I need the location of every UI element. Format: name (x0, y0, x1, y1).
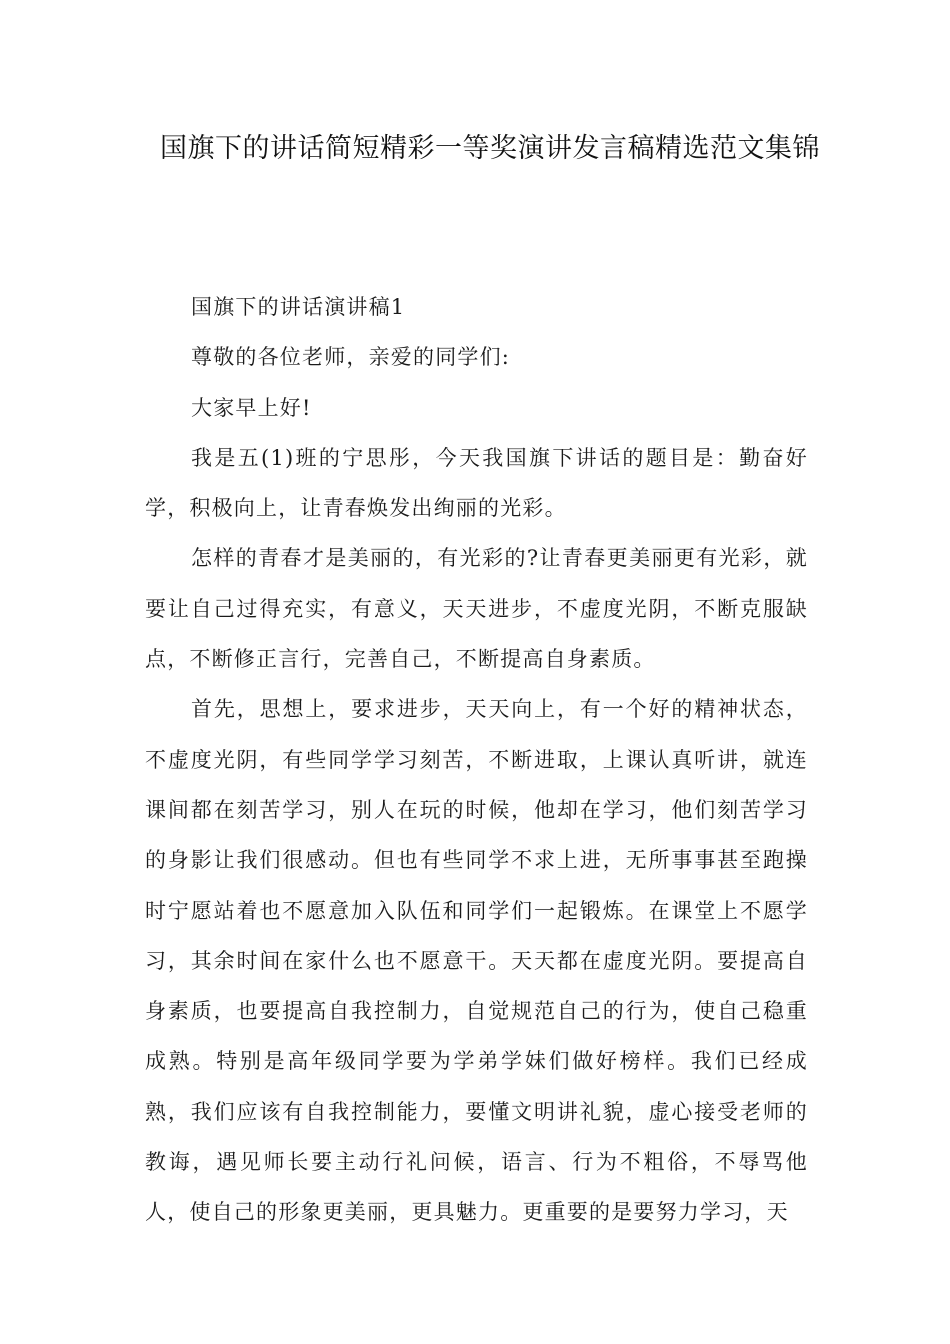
body-paragraph: 怎样的青春才是美丽的，有光彩的?让青春更美丽更有光彩，就要让自己过得充实，有意义，天天进步，不虚度光阴，不断克服缺点，不断修正言行，完善自己，不断提高自身素质。 (145, 546, 808, 672)
salutation: 尊敬的各位老师，亲爱的同学们: (191, 345, 511, 370)
body-paragraph: 我是五(1)班的宁思彤，今天我国旗下讲话的题目是：勤奋好学，积极向上，让青春焕发出绚丽的光彩。 (145, 445, 808, 521)
document-title: 国旗下的讲话简短精彩一等奖演讲发言稿精选范文集锦 (160, 133, 820, 164)
document-body (145, 282, 808, 1238)
section-heading: 国旗下的讲话演讲稿1 (191, 295, 406, 319)
body-paragraph: 首先，思想上，要求进步，天天向上，有一个好的精神状态，不虚度光阴，有些同学学习刻苦，不断进取，上课认真听讲，就连课间都在刻苦学习，别人在玩的时候，他却在学习，他们刻苦学习的身影让我们很感动。但也有些同学不求上进，无所事事甚至跑操时宁愿站着也不愿意加入队伍和同学们一起锻炼。在课堂上不愿学习，其余时间在家什么也不愿意干。天天都在虚度光阴。要提高自身素质，也要提高自我控制力，自觉规范自己的行为，使自己稳重成熟。特别是高年级同学要为学弟学妹们做好榜样。我们已经成熟，我们应该有自我控制能力，要懂文明讲礼貌，虚心接受老师的教诲，遇见师长要主动行礼问候，语言、行为不粗俗，不辱骂他人，使自己的形象更美丽，更具魅力。更重要的是要努力学习，天 (145, 697, 808, 1225)
greeting: 大家早上好! (191, 395, 312, 420)
